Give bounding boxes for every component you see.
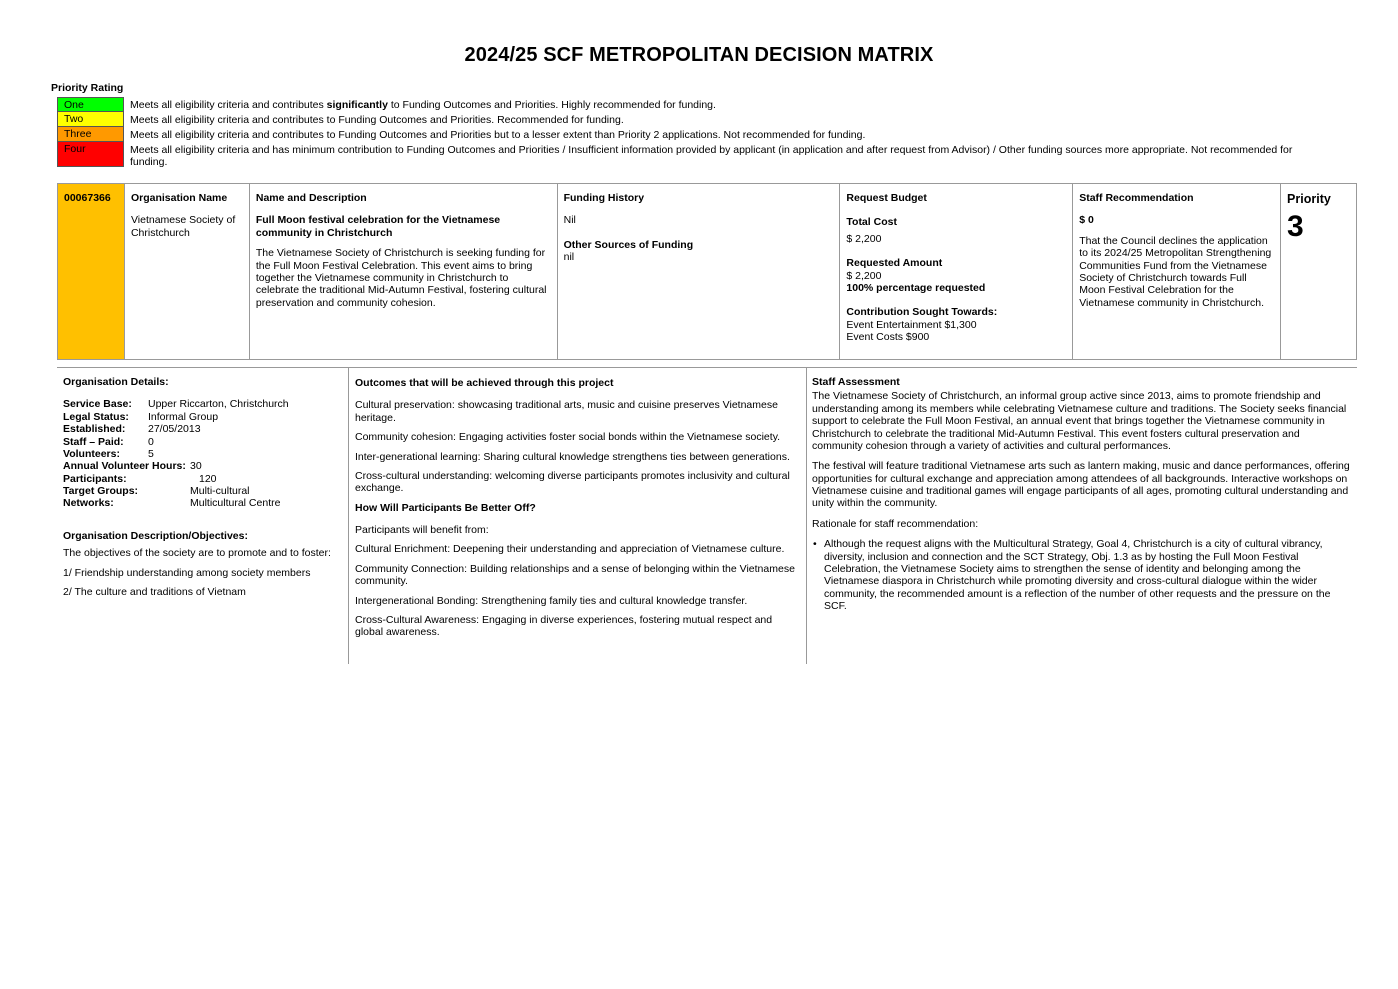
- priority-swatch-one: One: [57, 97, 124, 112]
- outcome-item: Cultural preservation: showcasing traditional arts, music and cuisine preserves Vietnamese heritage.: [355, 399, 778, 424]
- recommended-amount: $ 0: [1079, 214, 1094, 227]
- priority-swatch-two: Two: [57, 112, 124, 127]
- objective-item: 2/ The culture and traditions of Vietnam: [63, 585, 246, 598]
- requested-amount-label: Requested Amount: [846, 257, 943, 270]
- priority-header: Priority: [1287, 192, 1331, 206]
- priority-level-three: [57, 127, 1317, 142]
- funding-history-header: Funding History: [563, 192, 645, 204]
- outcome-item: Cross-cultural understanding: welcoming diverse participants promotes inclusivity and cultural exchange.: [355, 469, 790, 495]
- staff-paid-row: Staff – Paid: 0: [63, 435, 154, 448]
- total-cost-value: $ 2,200: [846, 232, 882, 245]
- total-cost-label: Total Cost: [846, 216, 897, 229]
- priority-description-one: Meets all eligibility criteria and contributes significantly to Funding Outcomes and Priorities. Highly recommended for funding.: [130, 99, 716, 111]
- name-description-cell: [250, 184, 558, 359]
- contribution-sought-label: Contribution Sought Towards:: [846, 306, 998, 319]
- priority-swatch-three: Three: [57, 127, 124, 142]
- volunteers-row: Volunteers: 5: [63, 447, 154, 460]
- application-matrix-row: [57, 183, 1357, 360]
- assessment-paragraph: The Vietnamese Society of Christchurch, an informal group active since 2013, aims to promote friendship and understanding among its members while celebrating Vietnamese culture and traditions. The Society seeks financial support to celebrate the Full Moon Festival, an annual event that brings together the Vietnamese community in Christchurch to celebrate the traditional Mid-Autumn Festival. This event fosters cultural preservation and community cohesion through a variety of activities and cultural performances.: [812, 390, 1347, 452]
- staff-recommendation-cell: [1073, 184, 1281, 359]
- rationale-text: Although the request aligns with the Multicultural Strategy, Goal 4, Christchurch is a city of cultural vibrancy, diversity, inclusion and connection and the SCT Strategy, Obj. 1.3 as by hosting the Full Moon Festival Celebration, the Vietnamese Society aims to strengthen the sense of identity and belonging among the Vietnamese diaspora in Christchurch while promoting diversity and cross-cultural dialogue within the wider community, the recommended amount is a reflection of the number of other requests and the pressure on the SCF.: [824, 538, 1331, 612]
- priority-cell: [1281, 184, 1356, 359]
- better-off-heading: How Will Participants Be Better Off?: [355, 501, 536, 514]
- other-sources-value: nil: [563, 251, 575, 264]
- column-divider: [348, 368, 349, 664]
- staff-assessment-heading: Staff Assessment: [812, 376, 900, 388]
- request-budget-cell: [840, 184, 1073, 359]
- staff-recommendation-text: That the Council declines the application to its 2024/25 Metropolitan Strengthening Communities Fund from the Vietnamese Society of Christchurch towards Full Moon Festival Celebration for the Vietnamese community in Christchurch.: [1079, 234, 1272, 309]
- project-description: The Vietnamese Society of Christchurch is seeking funding for the Full Moon Festival Celebration. This event aims to bring together the Vietnamese community in Christchurch to celebrate the traditional Mid-Autumn Festival, fostering cultural preservation and community cohesion.: [255, 247, 547, 309]
- percentage-requested: 100% percentage requested: [846, 281, 986, 294]
- priority-description-four: Meets all eligibility criteria and has minimum contribution to Funding Outcomes and Priorities / Insufficient information provided by applicant (in application and after request from Advisor) / Other funding sources more appropriate. Not recommended for funding.: [130, 144, 1293, 169]
- participants-row: Participants: 120: [63, 472, 217, 485]
- priority-legend: [57, 97, 1317, 169]
- benefit-item: Cross-Cultural Awareness: Engaging in diverse experiences, fostering mutual respect and global awareness.: [355, 613, 773, 639]
- priority-description-three: Meets all eligibility criteria and contributes to Funding Outcomes and Priorities but to a lesser extent than Priority 2 applications. Not recommended for funding.: [130, 129, 866, 141]
- project-name: Full Moon festival celebration for the Vietnamese community in Christchurch: [255, 214, 501, 239]
- priority-level-two: [57, 112, 1317, 127]
- outcome-item: Inter-generational learning: Sharing cultural knowledge strengthens ties between generations.: [355, 450, 790, 463]
- application-id-cell: [58, 184, 125, 359]
- contribution-item: Event Entertainment $1,300: [846, 318, 977, 331]
- target-groups-row: Target Groups: Multi-cultural: [63, 485, 250, 497]
- better-off-intro: Participants will benefit from:: [355, 524, 489, 536]
- application-id: 00067366: [64, 192, 111, 204]
- organisation-name: Vietnamese Society of Christchurch: [130, 214, 236, 239]
- organisation-name-cell: [125, 184, 250, 359]
- objectives-intro: The objectives of the society are to promote and to foster:: [63, 547, 331, 560]
- rationale-heading: Rationale for staff recommendation:: [812, 517, 979, 530]
- organisation-details-section: [63, 376, 343, 605]
- staff-assessment-section: [812, 376, 1352, 612]
- staff-recommendation-header: Staff Recommendation: [1079, 192, 1194, 204]
- volunteer-hours-row: Annual Volunteer Hours: 30: [63, 460, 202, 473]
- requested-amount-value: $ 2,200: [846, 269, 882, 282]
- column-divider: [806, 368, 807, 664]
- section-divider: [57, 367, 1357, 368]
- benefit-item: Intergenerational Bonding: Strengthening family ties and cultural knowledge transfer.: [355, 594, 748, 607]
- established-row: Established: 27/05/2013: [63, 423, 201, 436]
- benefit-item: Community Connection: Building relationships and a sense of belonging within the Vietnamese community.: [355, 562, 795, 588]
- organisation-name-header: Organisation Name: [130, 192, 228, 204]
- name-description-header: Name and Description: [255, 192, 367, 204]
- other-sources-header: Other Sources of Funding: [563, 238, 694, 251]
- objective-item: 1/ Friendship understanding among society members: [63, 566, 311, 579]
- assessment-paragraph: The festival will feature traditional Vietnamese arts such as lantern making, music and dance performances, offering opportunities for cultural exchange and appreciation among attendees of all backgrounds. Interactive workshops on Vietnamese cuisine and traditional games will engage participants of all ages, promoting cultural understanding and unity within the community.: [812, 460, 1350, 510]
- priority-level-four: [57, 142, 1317, 169]
- priority-description-two: Meets all eligibility criteria and contributes to Funding Outcomes and Priorities. Recommended for funding.: [130, 114, 624, 126]
- priority-level-one: [57, 97, 1317, 112]
- priority-value: 3: [1287, 209, 1304, 243]
- funding-history-value: Nil: [563, 214, 576, 227]
- contribution-item: Event Costs $900: [846, 331, 930, 343]
- service-base-row: Service Base: Upper Riccarton, Christchurch: [63, 398, 289, 411]
- objectives-heading: Organisation Description/Objectives:: [63, 529, 248, 542]
- legal-status-row: Legal Status: Informal Group: [63, 410, 219, 423]
- benefit-item: Cultural Enrichment: Deepening their understanding and appreciation of Vietnamese culture.: [355, 543, 785, 556]
- page-title: 2024/25 SCF METROPOLITAN DECISION MATRIX: [464, 44, 934, 66]
- funding-history-cell: [558, 184, 841, 359]
- outcomes-section: [355, 377, 801, 646]
- rationale-bullet: [812, 538, 1352, 612]
- priority-swatch-four: Four: [57, 142, 124, 167]
- priority-rating-heading: Priority Rating: [51, 82, 124, 94]
- request-budget-header: Request Budget: [846, 192, 927, 204]
- networks-row: Networks: Multicultural Centre: [63, 497, 281, 510]
- outcome-item: Community cohesion: Engaging activities foster social bonds within the Vietnamese society.: [355, 431, 781, 444]
- bullet-icon: •: [813, 538, 817, 551]
- outcomes-heading: Outcomes that will be achieved through this project: [355, 377, 614, 389]
- organisation-details-heading: Organisation Details:: [63, 376, 169, 388]
